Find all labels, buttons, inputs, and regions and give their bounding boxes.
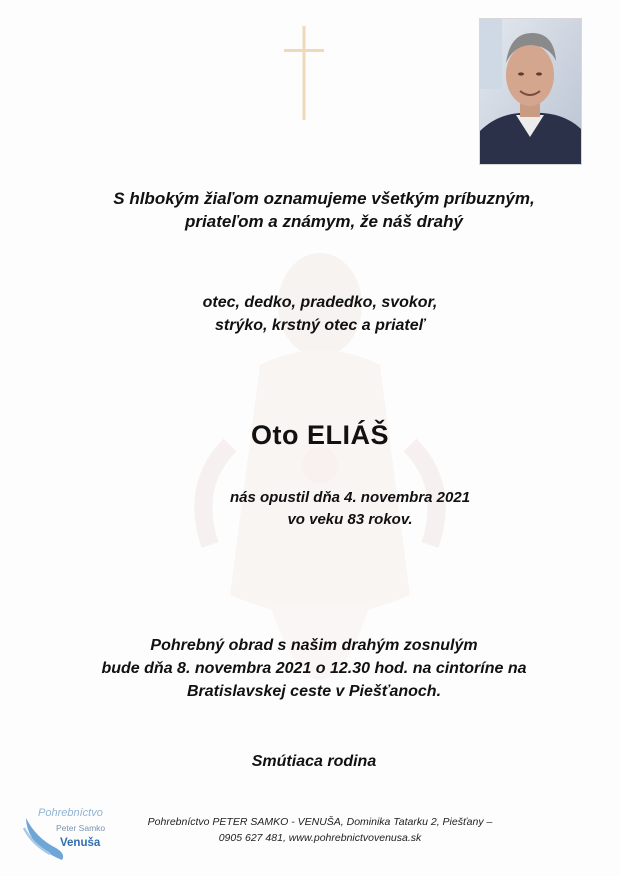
deceased-photo <box>479 18 582 165</box>
funeral-line-2: bude dňa 8. novembra 2021 o 12.30 hod. na cintoríne na <box>101 660 527 677</box>
age-line: vo veku 83 rokov. <box>287 511 413 528</box>
funeral-home-logo <box>22 804 122 860</box>
signature: Smútiaca rodina <box>251 753 377 770</box>
death-date-line: nás opustil dňa 4. novembra 2021 <box>229 489 471 506</box>
logo-text-line-2: Peter Samko <box>56 823 106 833</box>
logo-text-line-1: Pohrebníctvo <box>38 807 103 819</box>
footer-line-1: Pohrebníctvo PETER SAMKO - VENUŠA, Dominika Tatarku 2, Piešťany – <box>147 816 493 828</box>
logo-text-line-3: Venuša <box>60 837 101 849</box>
funeral-info <box>0 634 620 703</box>
announcement-line-2: priateľom a známym, že náš drahý <box>185 212 463 231</box>
death-info <box>0 487 620 531</box>
relations-line-1: otec, dedko, pradedko, svokor, <box>202 294 438 311</box>
relations-text <box>0 291 620 337</box>
deceased-name: Oto ELIÁŠ <box>251 420 389 450</box>
funeral-line-1: Pohrebný obrad s našim drahým zosnulým <box>150 637 478 654</box>
footer-line-2: 0905 627 481, www.pohrebnictvovenusa.sk <box>218 832 422 844</box>
cross-icon <box>284 26 324 120</box>
relations-line-2: strýko, krstný otec a priateľ <box>215 317 425 334</box>
announcement-text <box>0 187 620 233</box>
footer-contact <box>110 814 530 846</box>
funeral-line-3: Bratislavskej ceste v Piešťanoch. <box>186 683 442 700</box>
announcement-line-1: S hlbokým žiaľom oznamujeme všetkým príbuzným, <box>113 189 535 208</box>
